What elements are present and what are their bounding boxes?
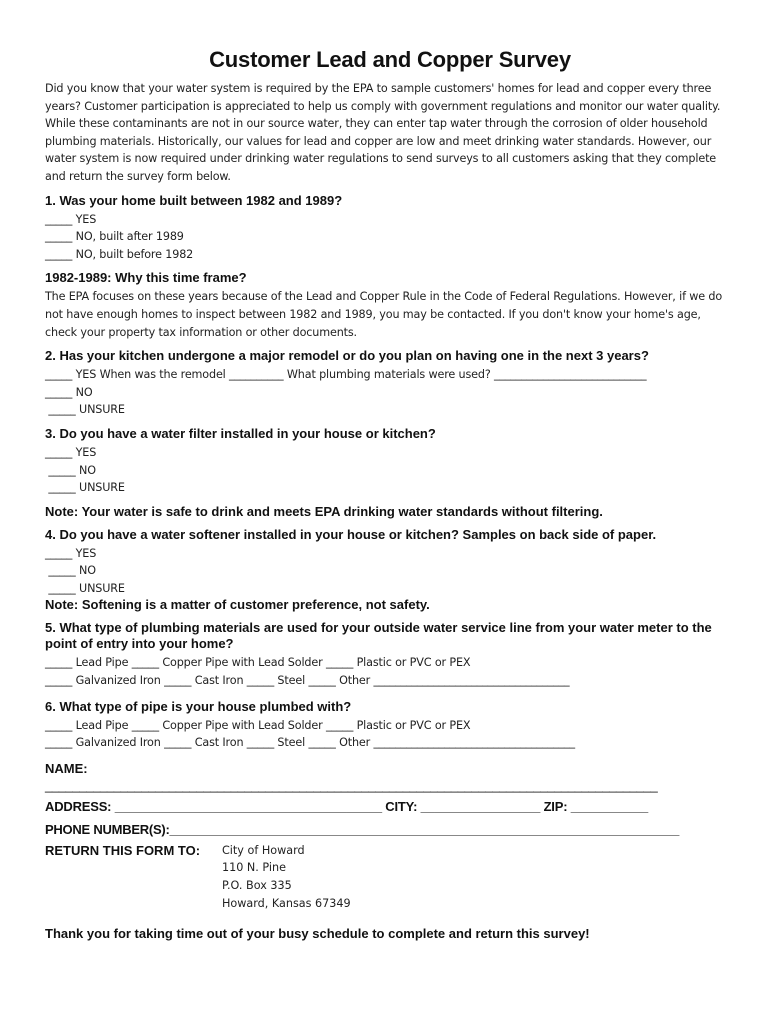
q3-option-unsure[interactable]: _____ UNSURE bbox=[45, 481, 125, 495]
q5-options-row-2[interactable]: _____ Galvanized Iron _____ Cast Iron _____ Steel _____ Other ____________________________________ bbox=[45, 674, 570, 688]
q6-options-row-2[interactable]: _____ Galvanized Iron _____ Cast Iron _____ Steel _____ Other _____________________________________ bbox=[45, 736, 575, 750]
return-address bbox=[222, 842, 351, 912]
thank-you-note: Thank you for taking time out of your busy schedule to complete and return this survey! bbox=[45, 926, 590, 942]
return-address-line: City of Howard bbox=[222, 843, 305, 857]
name-field[interactable]: _________________________________________________________________________________________ bbox=[45, 777, 658, 793]
question-6: 6. What type of pipe is your house plumbed with? bbox=[45, 698, 352, 714]
q2-option-unsure[interactable]: _____ UNSURE bbox=[45, 403, 125, 417]
name-label: NAME: bbox=[45, 760, 88, 776]
q6-options-row-1[interactable]: _____ Lead Pipe _____ Copper Pipe with Lead Solder _____ Plastic or PVC or PEX bbox=[45, 718, 471, 732]
note-filtering: Note: Your water is safe to drink and meets EPA drinking water standards without filtering. bbox=[45, 503, 603, 519]
q4-option-no[interactable]: _____ NO bbox=[45, 564, 96, 578]
note-softening: Note: Softening is a matter of customer preference, not safety. bbox=[45, 597, 430, 613]
q3-option-yes[interactable]: _____ YES bbox=[45, 445, 97, 459]
why-heading: 1982-1989: Why this time frame? bbox=[45, 270, 247, 286]
q2-option-yes[interactable]: _____ YES When was the remodel __________ What plumbing materials were used? ____________________________ bbox=[45, 368, 647, 382]
q4-option-yes[interactable]: _____ YES bbox=[45, 546, 97, 560]
question-5: 5. What type of plumbing materials are used for your outside water service line from your water meter to the point of entry into your home? bbox=[45, 620, 712, 652]
intro-paragraph: Did you know that your water system is required by the EPA to sample customers' homes for lead and copper every three years? Customer participation is appreciated to help us comply with government regulations and monitor our water quality. While these contaminants are not in our source water, they can enter tap water through the corrosion of older household plumbing materials. Historically, our values for lead and copper are low and meet drinking water standards. However, our water system is now required under drinking water regulations to send surveys to all customers asking that they complete and return the survey form below. bbox=[45, 82, 721, 183]
return-label: RETURN THIS FORM TO: bbox=[45, 842, 201, 858]
page-title: Customer Lead and Copper Survey bbox=[209, 47, 571, 72]
q2-option-no[interactable]: _____ NO bbox=[45, 385, 93, 399]
return-section bbox=[45, 842, 735, 912]
question-3: 3. Do you have a water filter installed in your house or kitchen? bbox=[45, 425, 436, 441]
phone-field[interactable]: PHONE NUMBER(S):_________________________________________________________________________ bbox=[45, 821, 680, 837]
return-address-line: 110 N. Pine bbox=[222, 861, 286, 875]
address-city-zip-field[interactable]: ADDRESS: ______________________________________ CITY: _________________ ZIP: ___________ bbox=[45, 798, 649, 814]
q5-options-row-1[interactable]: _____ Lead Pipe _____ Copper Pipe with Lead Solder _____ Plastic or PVC or PEX bbox=[45, 656, 471, 670]
return-address-line: Howard, Kansas 67349 bbox=[222, 896, 351, 910]
survey-page bbox=[45, 46, 735, 942]
q3-option-no[interactable]: _____ NO bbox=[45, 463, 96, 477]
q4-option-unsure[interactable]: _____ UNSURE bbox=[45, 581, 125, 595]
q1-option-after-1989[interactable]: _____ NO, built after 1989 bbox=[45, 230, 184, 244]
question-2: 2. Has your kitchen undergone a major remodel or do you plan on having one in the next 3 years? bbox=[45, 348, 649, 364]
question-4: 4. Do you have a water softener installed in your house or kitchen? Samples on back side of paper. bbox=[45, 526, 657, 542]
why-paragraph: The EPA focuses on these years because of the Lead and Copper Rule in the Code of Federal Regulations. However, if we do not have enough homes to inspect between 1982 and 1989, you may be contacted. If you don't know your home's age, check your property tax information or other documents. bbox=[45, 290, 723, 339]
q1-option-before-1982[interactable]: _____ NO, built before 1982 bbox=[45, 247, 194, 261]
question-1: 1. Was your home built between 1982 and 1989? bbox=[45, 192, 343, 208]
return-address-line: P.O. Box 335 bbox=[222, 879, 292, 893]
q1-option-yes[interactable]: _____ YES bbox=[45, 212, 97, 226]
